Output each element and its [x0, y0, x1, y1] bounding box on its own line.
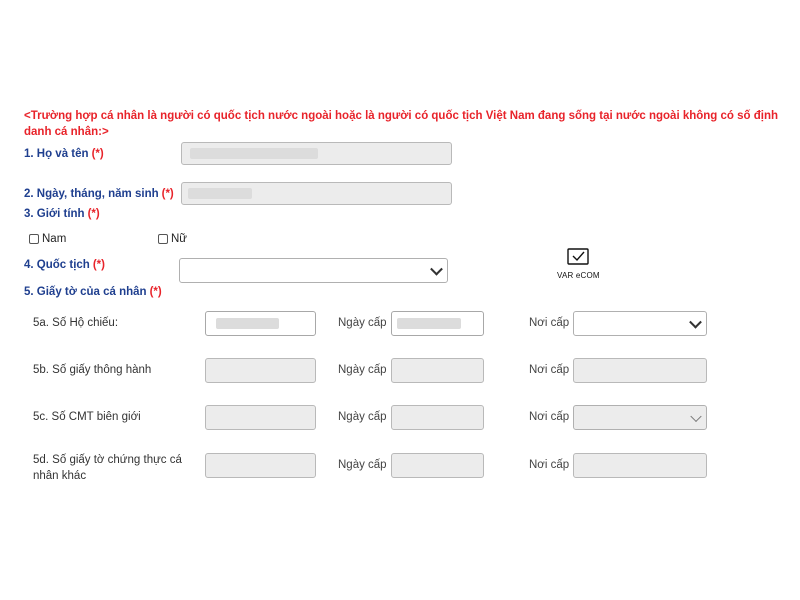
border-id-issue-date-label: Ngày cấp — [338, 411, 387, 423]
border-id-issue-place-select[interactable] — [573, 405, 707, 430]
travel-permit-issue-place-label: Nơi cấp — [529, 364, 570, 376]
full-name-label-text: 1. Họ và tên — [24, 148, 89, 160]
other-id-number-label: 5d. Số giấy tờ chứng thực cá nhân khác — [33, 454, 182, 482]
other-id-issue-place-label: Nơi cấp — [529, 459, 570, 471]
notice-text: <Trường hợp cá nhân là người có quốc tịch nước ngoài hoặc là người có quốc tịch Việt Nam đang sống tại nước ngoài không có số định danh cá nhân:> — [24, 110, 779, 138]
redacted-value — [188, 188, 252, 199]
watermark-text: VAR eCOM — [557, 271, 600, 280]
birth-date-label — [24, 188, 174, 200]
chevron-down-icon — [430, 262, 443, 275]
other-id-issue-place-input[interactable] — [573, 453, 707, 478]
passport-number-input[interactable] — [205, 311, 316, 336]
required-marker: (*) — [92, 259, 105, 271]
passport-number-label: 5a. Số Hộ chiếu: — [33, 317, 119, 329]
birth-date-label-text: 2. Ngày, tháng, năm sinh — [24, 188, 159, 200]
nationality-label — [24, 259, 105, 271]
documents-label-text: 5. Giấy tờ của cá nhân — [24, 286, 147, 298]
travel-permit-issue-date-input[interactable] — [391, 358, 484, 383]
gender-label — [24, 208, 100, 220]
nationality-select[interactable] — [179, 258, 448, 283]
travel-permit-issue-date-label: Ngày cấp — [338, 364, 387, 376]
required-marker: (*) — [161, 188, 174, 200]
required-marker: (*) — [91, 148, 104, 160]
border-id-issue-date-input[interactable] — [391, 405, 484, 430]
border-id-number-input[interactable] — [205, 405, 316, 430]
required-marker: (*) — [87, 208, 100, 220]
full-name-input[interactable] — [181, 142, 452, 165]
birth-date-input[interactable] — [181, 182, 452, 205]
passport-issue-date-input[interactable] — [391, 311, 484, 336]
full-name-label — [24, 148, 104, 160]
travel-permit-issue-place-input[interactable] — [573, 358, 707, 383]
redacted-value — [216, 318, 279, 329]
chevron-down-icon — [689, 315, 702, 328]
redacted-value — [190, 148, 318, 159]
required-marker: (*) — [149, 286, 162, 298]
gender-female-checkbox[interactable] — [158, 234, 168, 244]
gender-female-label: Nữ — [171, 233, 188, 245]
gender-male-checkbox[interactable] — [29, 234, 39, 244]
other-id-number-input[interactable] — [205, 453, 316, 478]
other-id-issue-date-label: Ngày cấp — [338, 459, 387, 471]
gender-label-text: 3. Giới tính — [24, 208, 85, 220]
other-id-issue-date-input[interactable] — [391, 453, 484, 478]
passport-issue-date-label: Ngày cấp — [338, 317, 387, 329]
chevron-down-icon — [690, 410, 701, 421]
envelope-check-icon — [567, 248, 589, 265]
nationality-label-text: 4. Quốc tịch — [24, 259, 90, 271]
gender-male-label: Nam — [42, 233, 67, 245]
travel-permit-number-input[interactable] — [205, 358, 316, 383]
travel-permit-number-label: 5b. Số giấy thông hành — [33, 364, 152, 376]
passport-issue-place-select[interactable] — [573, 311, 707, 336]
redacted-value — [397, 318, 461, 329]
passport-issue-place-label: Nơi cấp — [529, 317, 570, 329]
border-id-issue-place-label: Nơi cấp — [529, 411, 570, 423]
documents-label — [24, 286, 162, 298]
border-id-number-label: 5c. Số CMT biên giới — [33, 411, 141, 423]
